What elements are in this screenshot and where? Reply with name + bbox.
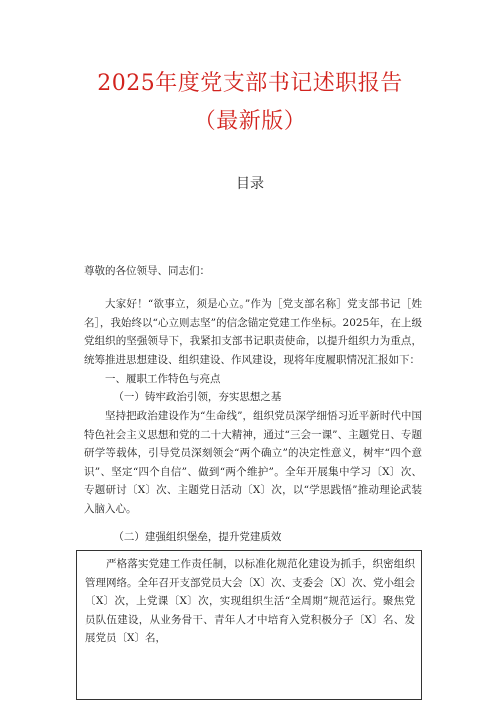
- table-of-contents-label: 目录: [236, 176, 264, 192]
- intro-paragraph: 大家好！“欲事立，须是心立。”作为［党支部名称］党支部书记［姓名］，我始终以“心立则志坚”的信念锚定党建工作坐标。2025年，在上级党组织的坚强领导下，我紧扣支部书记职责使命，以提升组织力为重点，统筹推进思想建设、组织建设、作风建设，现将年度履职情况汇报如下：: [84, 298, 422, 366]
- greeting: 尊敬的各位领导、同志们：: [84, 265, 210, 277]
- section-heading-1: 一、履职工作特色与亮点: [105, 373, 221, 385]
- document-title: 2025年度党支部书记述职报告: [97, 71, 403, 96]
- subsection-body-2-boxed: 严格落实党建工作责任制，以标准化规范化建设为抓手，织密组织管理网络。全年召开支部党员大会〔X〕次、支委会〔X〕次、党小组会〔X〕次，上党课〔X〕次，实现组织生活“全周期”规范运行。聚焦党员队伍建设，从业务骨干、青年人才中培育入党积极分子〔X〕名、发展党员〔X〕名，: [76, 550, 422, 700]
- subsection-body-1: 坚持把政治建设作为“生命线”，组织党员深学细悟习近平新时代中国特色社会主义思想和党的二十大精神，通过“三会一课”、主题党日、专题研学等载体，引导党员深刻领会“两个确立”的决定性意义，树牢“四个意识”、坚定“四个自信”、做到“两个维护”。全年开展集中学习〔X〕次、专题研讨〔X〕次、主题党日活动〔X〕次，以“学思践悟”推动理论武装入脑入心。: [84, 410, 422, 515]
- subsection-heading-2: （二）建强组织堡垒，提升党建质效: [113, 531, 282, 543]
- subsection-heading-1: （一）铸牢政治引领，夯实思想之基: [113, 391, 282, 403]
- document-subtitle: （最新版）: [193, 109, 307, 134]
